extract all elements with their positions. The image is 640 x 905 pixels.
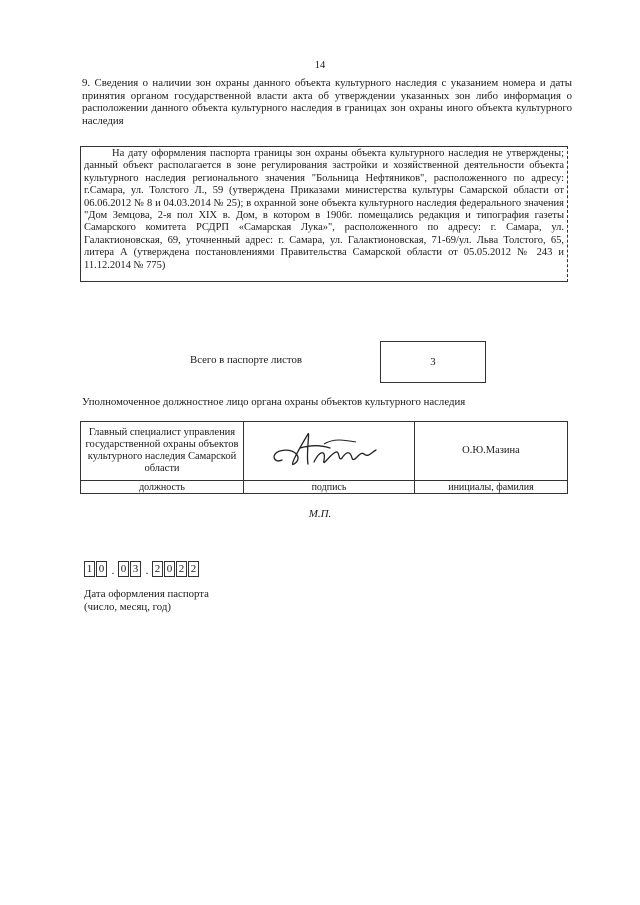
section-heading: 9. Сведения о наличии зон охраны данного объекта культурного наследия с указанием номера и даты принятия органом государственной власти акта об утверждении указанных зон либо информация о расположении данного объекта культурного наследия в границах зон охраны иного объекта культурного наследия bbox=[82, 77, 572, 127]
date-year-digit-2: 0 bbox=[164, 561, 175, 577]
authorized-official-label: Уполномоченное должностное лицо органа охраны объектов культурного наследия bbox=[82, 396, 466, 408]
position-caption: должность bbox=[81, 481, 244, 494]
date-boxes bbox=[84, 561, 200, 577]
signature-caption: подпись bbox=[244, 481, 415, 494]
pages-count-value: 3 bbox=[430, 356, 436, 368]
date-month-digit-2: 3 bbox=[130, 561, 141, 577]
date-label-line-2: (число, месяц, год) bbox=[84, 600, 171, 613]
stamp-place-label: М.П. bbox=[308, 508, 332, 520]
page-number: 14 bbox=[314, 60, 326, 71]
date-day-digit-2: 0 bbox=[96, 561, 107, 577]
pages-count-label: Всего в паспорте листов bbox=[190, 354, 303, 366]
official-name: О.Ю.Мазина bbox=[415, 422, 568, 481]
date-label bbox=[84, 588, 209, 613]
protection-zone-text: На дату оформления паспорта границы зон охраны объекта культурного наследия не утверждены; данный объект располагается в зоне регулирования застройки и хозяйственной деятельности объекта культурного наследия регионального значения "Больница Нефтяников", расположенного по адресу: г.Самара, ул. Толстого Л., 59 (утверждена Приказами министерства культуры Самарской области от 06.06.2012 № 8 и 04.03.2014 № 25); в охранной зоне объекта культурного наследия федерального значения "Дом Земцова, 2-я пол XIX в. Дом, в котором в 1906г. помещались редакция и типография газеты Самарского комитета РСДРП «Самарская Лука»", расположенного по адресу: г. Самара, ул. Галактионовская, 69, уточненный адрес: г. Самара, ул. Галактионовская, 71-69/ул. Льва Толстого, 65, литера А (утверждена постановлениями Правительства Самарской области от 05.05.2012 № 243 и 11.12.2014 № 775) bbox=[84, 148, 564, 271]
protection-zone-info-box bbox=[80, 146, 568, 282]
official-position: Главный специалист управления государственной охраны объектов культурного наследия Самарской области bbox=[81, 422, 244, 481]
date-day-digit-1: 1 bbox=[84, 561, 95, 577]
pages-count-box bbox=[380, 341, 486, 383]
handwritten-signature bbox=[264, 424, 394, 474]
date-year-digit-1: 2 bbox=[152, 561, 163, 577]
date-month-digit-1: 0 bbox=[118, 561, 129, 577]
date-year-digit-4: 2 bbox=[188, 561, 199, 577]
signature-table bbox=[80, 421, 568, 494]
date-separator: . bbox=[111, 565, 115, 577]
name-caption: инициалы, фамилия bbox=[415, 481, 568, 494]
signature-cell bbox=[244, 422, 415, 481]
date-separator: . bbox=[145, 565, 149, 577]
date-year-digit-3: 2 bbox=[176, 561, 187, 577]
date-label-line-1: Дата оформления паспорта bbox=[84, 588, 209, 600]
